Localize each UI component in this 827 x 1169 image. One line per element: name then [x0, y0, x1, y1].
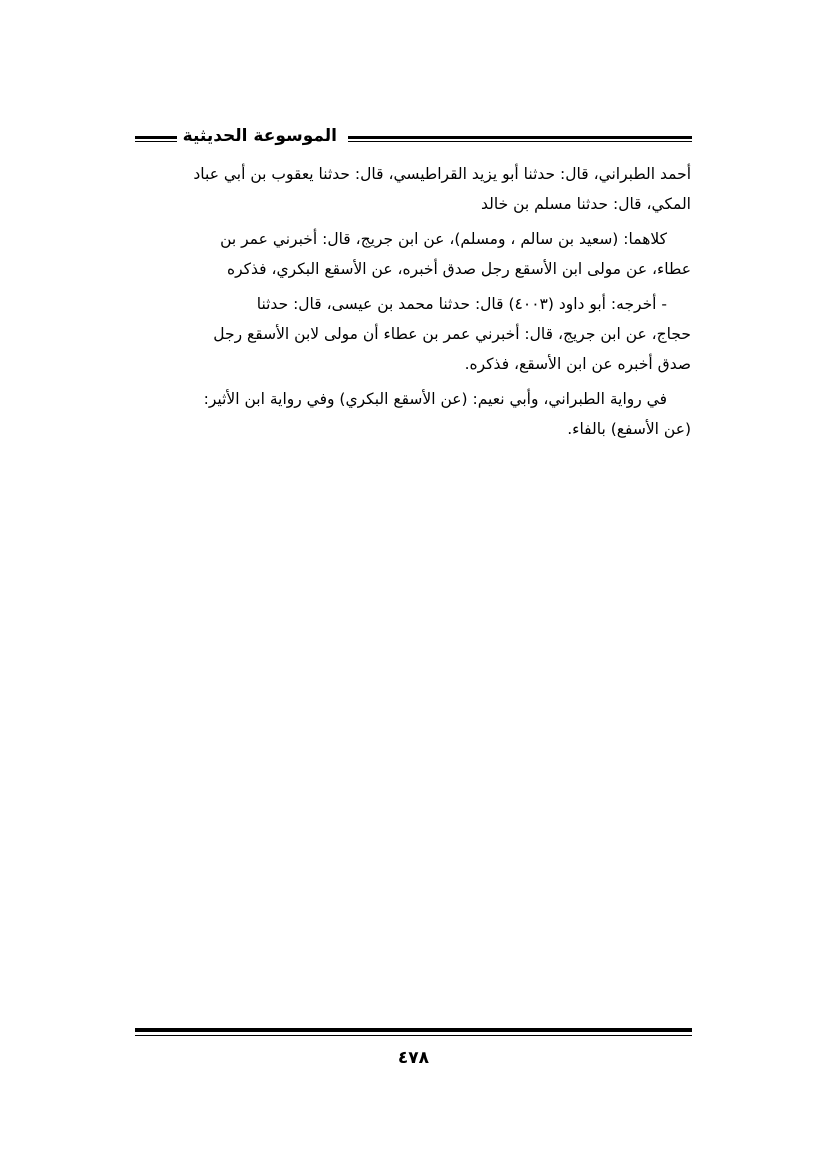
paragraph-1 [137, 159, 691, 219]
body-text [137, 159, 691, 449]
text-line: المكي، قال: حدثنا مسلم بن خالد [480, 195, 691, 213]
text-line: (عن الأسفع) بالفاء. [567, 420, 691, 438]
paragraph-4 [137, 384, 691, 444]
paragraph-2 [137, 224, 691, 284]
page-header [135, 124, 692, 154]
page-title: الموسوعة الحديثية [182, 126, 337, 146]
page-number: ٤٧٨ [397, 1048, 430, 1068]
header-title-wrap [182, 124, 337, 148]
text-line: أحمد الطبراني، قال: حدثنا أبو يزيد القراطيسي، قال: حدثنا يعقوب بن أبي عباد [193, 165, 691, 183]
paragraph-3 [137, 289, 691, 379]
text-line: - أخرجه: أبو داود (٤٠٠٣) قال: حدثنا محمد بن عيسى، قال: حدثنا [256, 295, 667, 313]
text-line: صدق أخبره عن ابن الأسقع، فذكره. [464, 355, 691, 373]
header-rule-left [135, 136, 177, 144]
text-line: حجاج، عن ابن جريج، قال: أخبرني عمر بن عطاء أن مولى لابن الأسقع رجل [213, 325, 691, 343]
text-line: كلاهما: (سعيد بن سالم ، ومسلم)، عن ابن جريج، قال: أخبرني عمر بن [220, 230, 667, 248]
header-rule-right [348, 136, 692, 144]
text-line: في رواية الطبراني، وأبي نعيم: (عن الأسقع البكري) وفي رواية ابن الأثير: [203, 390, 667, 408]
footer-rule [135, 1028, 692, 1038]
text-line: عطاء، عن مولى ابن الأسقع رجل صدق أخبره، عن الأسقع البكري، فذكره [226, 260, 691, 278]
